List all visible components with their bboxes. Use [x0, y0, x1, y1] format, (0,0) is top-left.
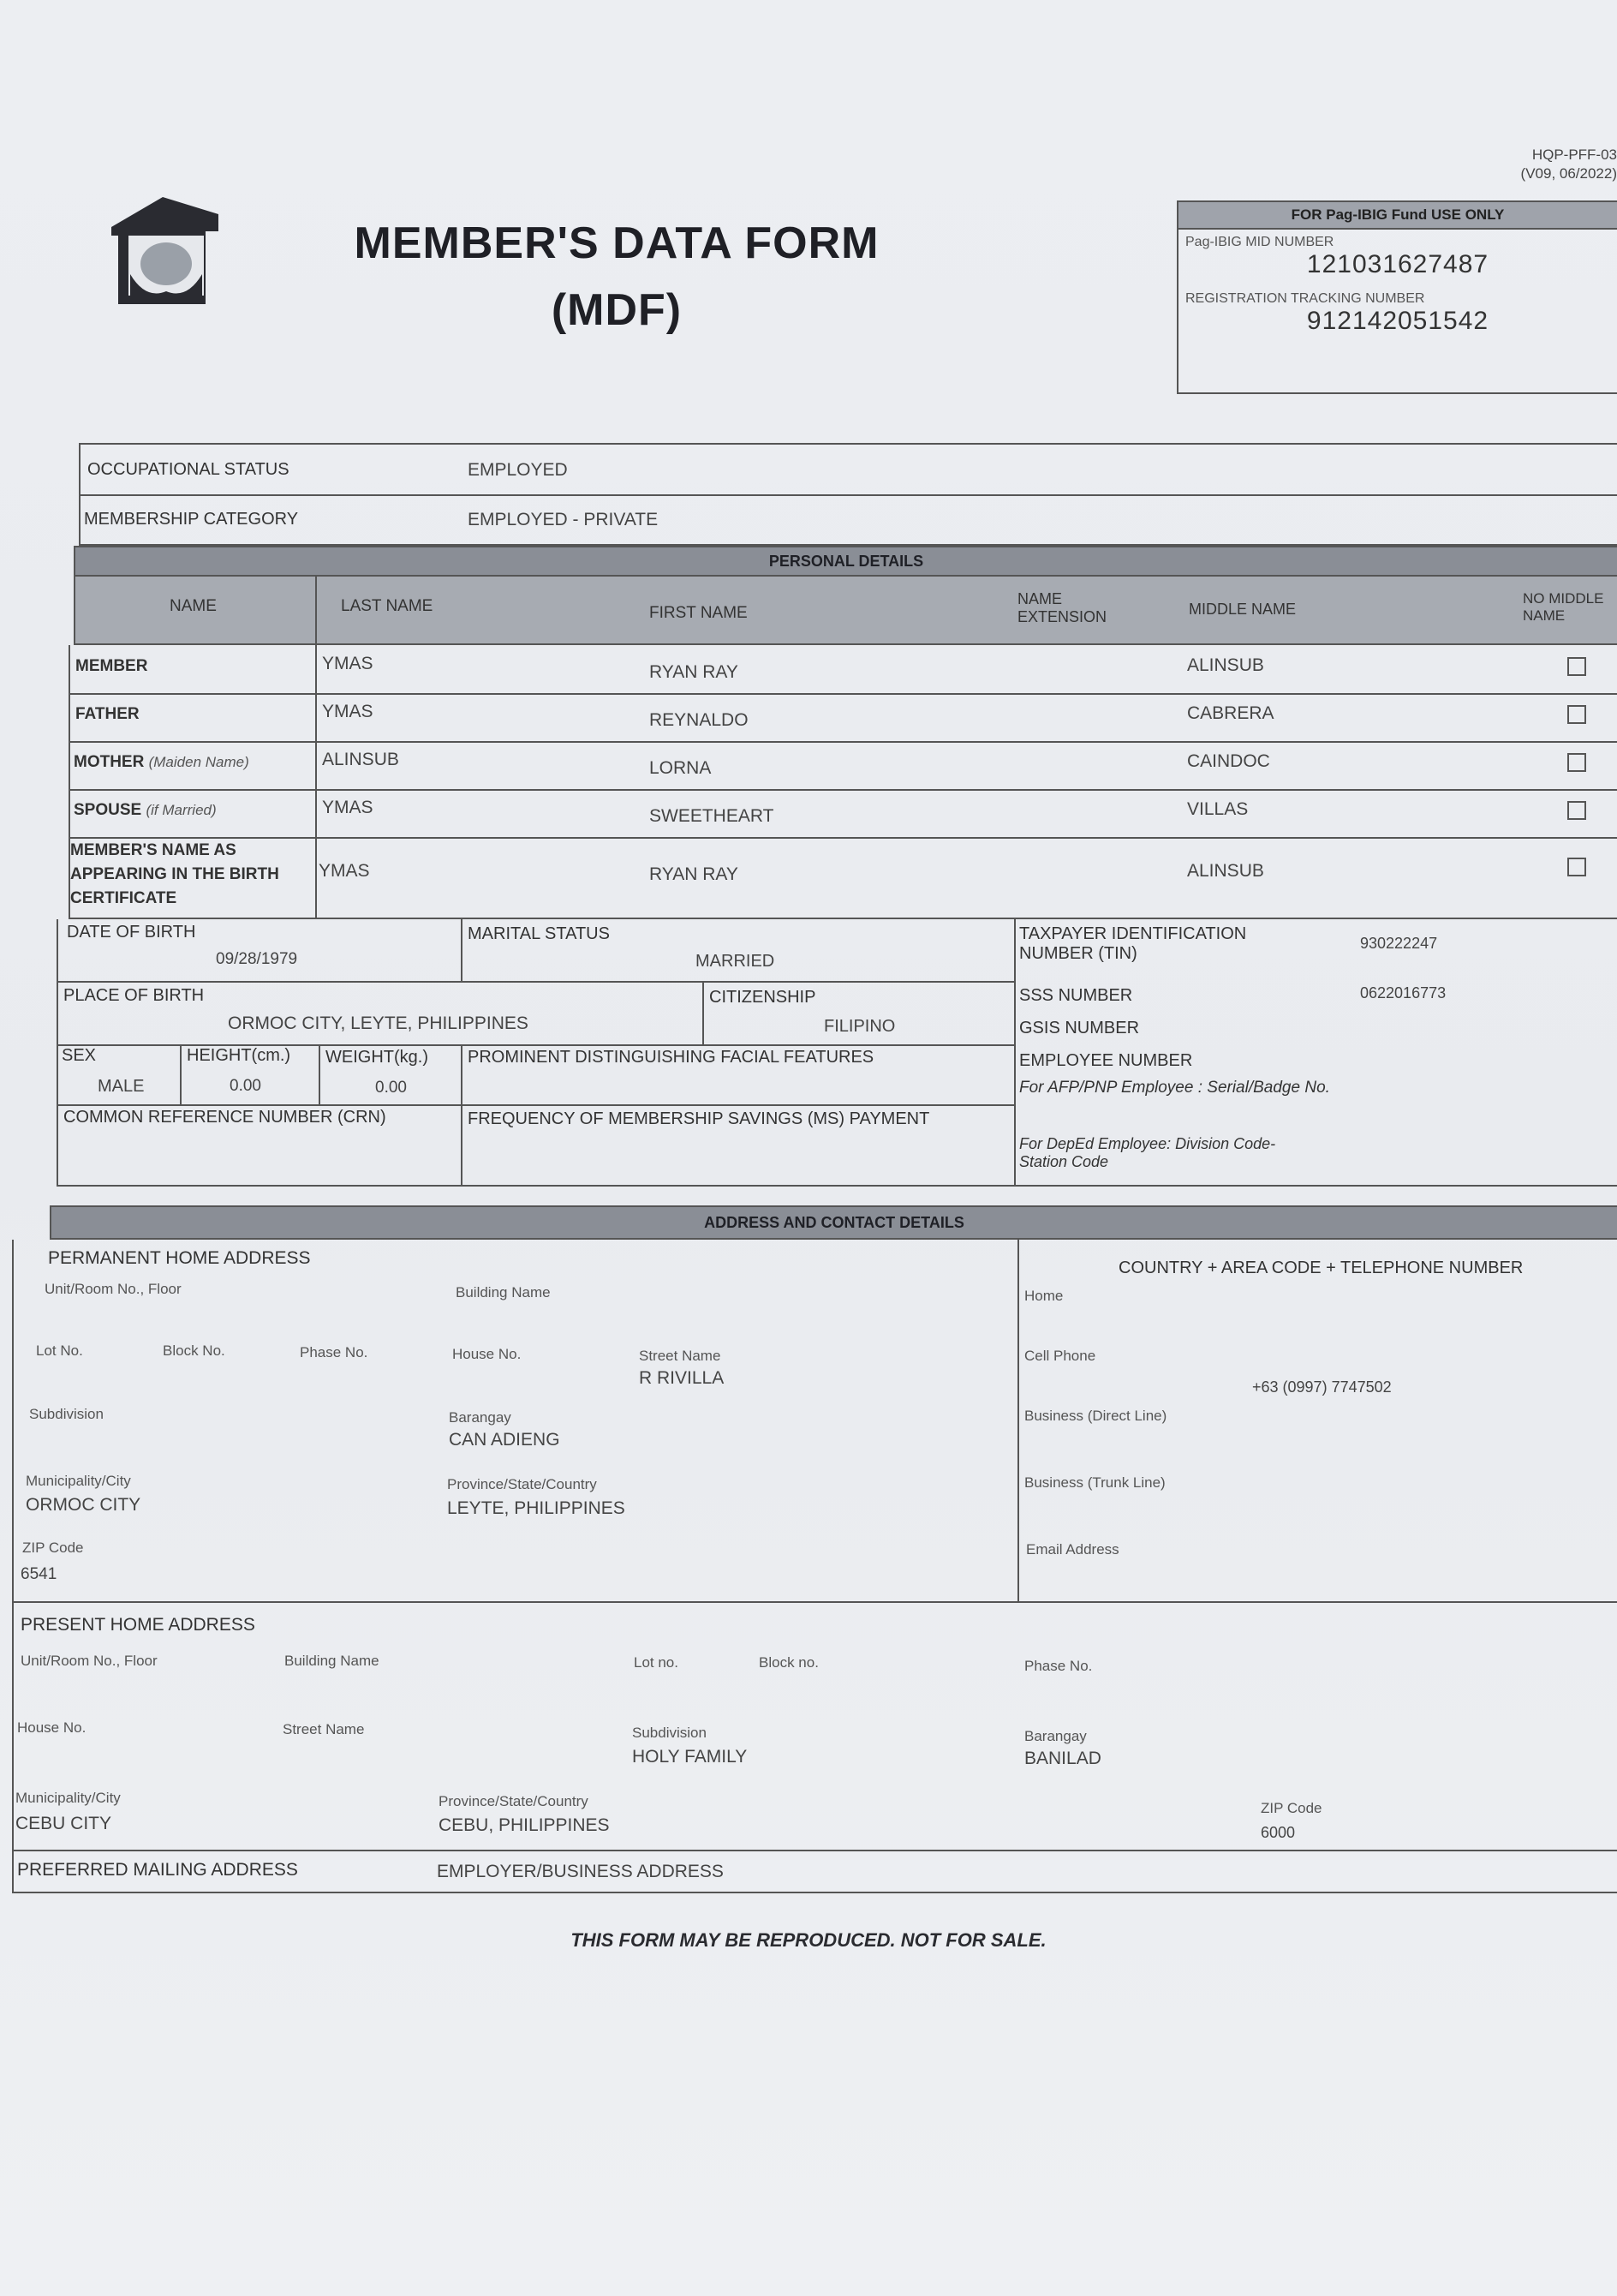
dob-label: DATE OF BIRTH: [67, 923, 196, 942]
mid-number-label: Pag-IBIG MID NUMBER: [1185, 235, 1334, 249]
pres-unit-label: Unit/Room No., Floor: [21, 1653, 158, 1669]
preferred-mailing-label: PREFERRED MAILING ADDRESS: [17, 1860, 298, 1880]
personal-details-header: PERSONAL DETAILS: [74, 546, 1617, 577]
form-title: [325, 210, 908, 344]
row-spouse-label: [74, 801, 217, 820]
member-first-name: RYAN RAY: [649, 662, 738, 682]
height-label: HEIGHT(cm.): [187, 1046, 291, 1065]
marital-status-value: MARRIED: [695, 952, 775, 971]
column-last-name: LAST NAME: [341, 597, 433, 615]
pres-province-label: Province/State/Country: [439, 1793, 588, 1809]
cell-phone-label: Cell Phone: [1024, 1348, 1096, 1364]
address-block: [12, 1240, 1617, 1893]
facial-features-label: PROMINENT DISTINGUISHING FACIAL FEATURES: [468, 1048, 874, 1067]
employee-number-label: EMPLOYEE NUMBER: [1019, 1051, 1193, 1070]
personal-details-column-header: [74, 577, 1617, 645]
perm-lot-label: Lot No.: [36, 1342, 83, 1359]
father-first-name: REYNALDO: [649, 710, 749, 730]
spouse-label-text: SPOUSE: [74, 801, 142, 819]
pres-house-label: House No.: [17, 1719, 87, 1736]
spouse-label-note: (if Married): [146, 802, 217, 818]
birthcert-first-name: RYAN RAY: [649, 864, 738, 884]
mother-middle-name: CAINDOC: [1187, 751, 1270, 771]
personal-info-block: [57, 919, 1617, 1187]
perm-unit-label: Unit/Room No., Floor: [45, 1281, 182, 1297]
perm-building-label: Building Name: [456, 1284, 551, 1300]
tin-value: 930222247: [1360, 935, 1438, 952]
pob-value: ORMOC CITY, LEYTE, PHILIPPINES: [228, 1013, 528, 1033]
rtn-label: REGISTRATION TRACKING NUMBER: [1185, 291, 1425, 306]
dob-value: 09/28/1979: [216, 950, 298, 968]
perm-province-label: Province/State/Country: [447, 1476, 597, 1492]
perm-city-value: ORMOC CITY: [26, 1495, 141, 1515]
sss-label: SSS NUMBER: [1019, 986, 1133, 1005]
perm-city-label: Municipality/City: [26, 1473, 131, 1489]
perm-barangay-label: Barangay: [449, 1409, 511, 1426]
pres-phase-label: Phase No.: [1024, 1658, 1093, 1674]
member-middle-name: ALINSUB: [1187, 655, 1264, 675]
row-father-label: FATHER: [75, 705, 140, 723]
pob-label: PLACE OF BIRTH: [63, 986, 205, 1005]
spouse-middle-name: VILLAS: [1187, 799, 1249, 819]
weight-label: WEIGHT(kg.): [325, 1048, 428, 1067]
gsis-label: GSIS NUMBER: [1019, 1019, 1140, 1037]
pres-zip-label: ZIP Code: [1261, 1800, 1322, 1816]
father-no-middle-checkbox[interactable]: [1567, 705, 1586, 724]
height-value: 0.00: [230, 1077, 261, 1095]
citizenship-label: CITIZENSHIP: [709, 988, 816, 1007]
rtn-value: 912142051542: [1306, 307, 1489, 335]
preferred-mailing-value: EMPLOYER/BUSINESS ADDRESS: [437, 1862, 724, 1881]
perm-subdivision-label: Subdivision: [29, 1406, 104, 1422]
pagibig-logo: [103, 188, 223, 317]
perm-street-label: Street Name: [639, 1348, 721, 1364]
column-no-middle-name: NO MIDDLE NAME: [1523, 590, 1604, 624]
spouse-no-middle-checkbox[interactable]: [1567, 801, 1586, 820]
marital-status-label: MARITAL STATUS: [468, 924, 610, 943]
column-name: NAME: [170, 597, 217, 615]
ms-payment-frequency-label: FREQUENCY OF MEMBERSHIP SAVINGS (MS) PAYMENT: [468, 1109, 930, 1128]
personal-details-rows: [69, 645, 1617, 919]
birthcert-last-name: YMAS: [319, 861, 370, 881]
pres-city-value: CEBU CITY: [15, 1814, 112, 1833]
fund-use-header: FOR Pag-IBIG Fund USE ONLY: [1178, 202, 1617, 230]
phone-format-header: COUNTRY + AREA CODE + TELEPHONE NUMBER: [1119, 1259, 1524, 1277]
perm-house-label: House No.: [452, 1346, 522, 1362]
column-middle-name: MIDDLE NAME: [1189, 601, 1297, 618]
pres-lot-label: Lot no.: [634, 1654, 678, 1671]
member-last-name: YMAS: [322, 654, 373, 673]
occupational-status-label: OCCUPATIONAL STATUS: [87, 460, 289, 479]
form-title-line2: (MDF): [551, 285, 683, 335]
row-mother-label: [74, 753, 249, 772]
father-middle-name: CABRERA: [1187, 703, 1274, 723]
weight-value: 0.00: [375, 1079, 407, 1097]
permanent-address-title: PERMANENT HOME ADDRESS: [48, 1248, 311, 1268]
form-code: [1489, 146, 1617, 183]
pres-zip-value: 6000: [1261, 1824, 1296, 1841]
spouse-first-name: SWEETHEART: [649, 806, 774, 826]
sss-value: 0622016773: [1360, 984, 1447, 1002]
status-table: [79, 443, 1617, 546]
address-contact-header: ADDRESS AND CONTACT DETAILS: [50, 1205, 1617, 1240]
pres-block-label: Block no.: [759, 1654, 819, 1671]
mother-last-name: ALINSUB: [322, 750, 399, 769]
sex-label: SEX: [62, 1046, 97, 1065]
fund-use-only-box: [1177, 200, 1617, 394]
column-first-name: FIRST NAME: [649, 604, 748, 622]
home-phone-label: Home: [1024, 1288, 1064, 1304]
perm-zip-value: 6541: [21, 1565, 57, 1583]
spouse-last-name: YMAS: [322, 798, 373, 817]
member-no-middle-checkbox[interactable]: [1567, 657, 1586, 676]
business-direct-label: Business (Direct Line): [1024, 1408, 1167, 1424]
father-last-name: YMAS: [322, 702, 373, 721]
citizenship-value: FILIPINO: [824, 1017, 896, 1036]
pres-barangay-label: Barangay: [1024, 1728, 1087, 1744]
perm-block-label: Block No.: [163, 1342, 225, 1359]
birthcert-middle-name: ALINSUB: [1187, 861, 1264, 881]
pres-barangay-value: BANILAD: [1024, 1749, 1101, 1768]
mother-no-middle-checkbox[interactable]: [1567, 753, 1586, 772]
cell-phone-value: +63 (0997) 7747502: [1252, 1378, 1392, 1396]
row-member-label: MEMBER: [75, 657, 148, 675]
pres-subdivision-label: Subdivision: [632, 1725, 707, 1741]
pres-building-label: Building Name: [284, 1653, 379, 1669]
mother-first-name: LORNA: [649, 758, 712, 778]
membership-category-label: MEMBERSHIP CATEGORY: [84, 510, 299, 529]
mother-label-text: MOTHER: [74, 753, 145, 771]
business-trunk-label: Business (Trunk Line): [1024, 1474, 1166, 1491]
email-label: Email Address: [1026, 1541, 1119, 1558]
membership-category-value: EMPLOYED - PRIVATE: [468, 510, 659, 529]
form-title-line1: MEMBER'S DATA FORM: [354, 218, 880, 268]
crn-label: COMMON REFERENCE NUMBER (CRN): [63, 1108, 386, 1127]
row-birth-cert-label: MEMBER'S NAME AS APPEARING IN THE BIRTH CERTIFICATE: [70, 841, 279, 907]
form-code-version: (V09, 06/2022): [1520, 165, 1617, 182]
pres-province-value: CEBU, PHILIPPINES: [439, 1815, 610, 1835]
perm-province-value: LEYTE, PHILIPPINES: [447, 1498, 625, 1518]
mid-number-value: 121031627487: [1306, 250, 1489, 278]
deped-label: For DepEd Employee: Division Code-Station Code: [1019, 1135, 1276, 1170]
occupational-status-value: EMPLOYED: [468, 460, 568, 480]
pres-city-label: Municipality/City: [15, 1790, 121, 1806]
perm-phase-label: Phase No.: [300, 1344, 368, 1360]
form-code-number: HQP-PFF-03: [1531, 146, 1617, 163]
pres-street-label: Street Name: [283, 1721, 365, 1737]
form-footer-note: THIS FORM MAY BE REPRODUCED. NOT FOR SALE.: [570, 1929, 1047, 1951]
sex-value: MALE: [98, 1077, 145, 1096]
mother-label-note: (Maiden Name): [148, 754, 249, 770]
tin-label: TAXPAYER IDENTIFICATION NUMBER (TIN): [1019, 924, 1247, 963]
present-address-title: PRESENT HOME ADDRESS: [21, 1615, 255, 1635]
pres-subdivision-value: HOLY FAMILY: [632, 1747, 748, 1767]
column-name-extension: NAME EXTENSION: [1017, 590, 1107, 625]
perm-street-value: R RIVILLA: [639, 1368, 725, 1388]
perm-zip-label: ZIP Code: [22, 1540, 84, 1556]
afp-pnp-label: For AFP/PNP Employee : Serial/Badge No.: [1019, 1079, 1330, 1097]
perm-barangay-value: CAN ADIENG: [449, 1430, 560, 1450]
birthcert-no-middle-checkbox[interactable]: [1567, 858, 1586, 876]
